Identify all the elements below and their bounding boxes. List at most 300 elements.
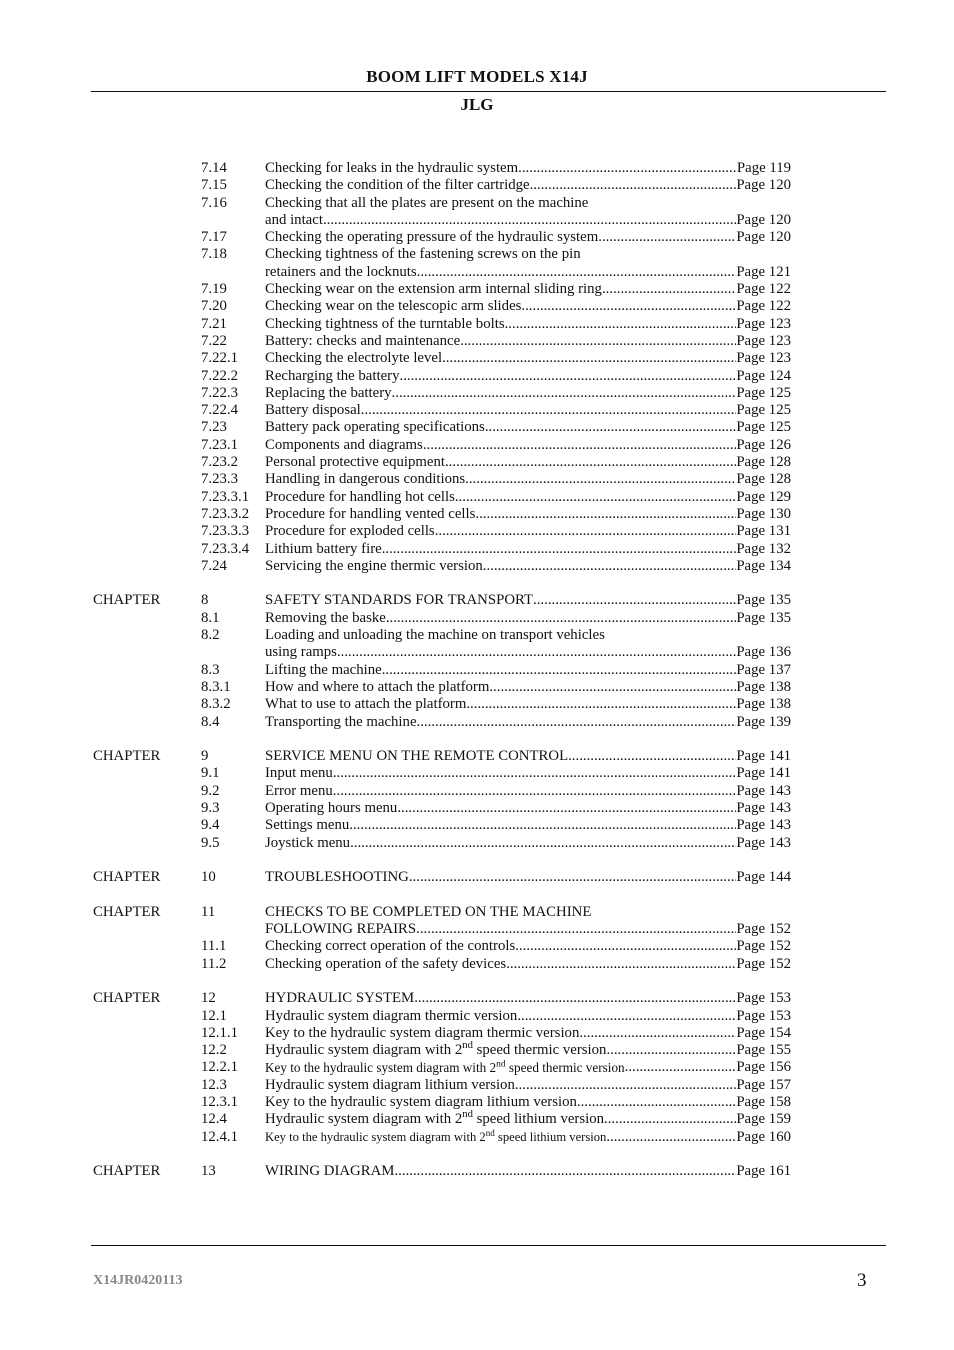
toc-line	[265, 1129, 791, 1146]
toc-line	[265, 938, 791, 955]
section-title: Handling in dangerous conditions	[265, 471, 466, 488]
section-title: Key to the hydraulic system diagram thermic version	[265, 1024, 580, 1041]
section-number: 7.22	[201, 332, 227, 349]
dot-leader	[400, 368, 737, 385]
toc-entry	[0, 229, 954, 246]
toc-entry	[0, 385, 954, 402]
toc-line	[265, 298, 791, 315]
section-number: 8	[201, 592, 209, 609]
page-reference: Page 128	[736, 471, 791, 488]
header-divider	[91, 91, 886, 92]
section-number: 7.23.3	[201, 471, 238, 488]
section-title: Settings menu	[265, 817, 350, 834]
page-reference: Page 144	[736, 869, 791, 886]
section-title: Key to the hydraulic system diagram with 2nd speed lithium version	[265, 1127, 607, 1144]
toc-entry	[0, 1008, 954, 1025]
section-title: HYDRAULIC SYSTEM	[265, 990, 415, 1007]
toc-line	[265, 350, 791, 367]
section-number: 7.22.1	[201, 350, 238, 367]
toc-entry	[0, 246, 954, 263]
section-number: 12.1	[201, 1007, 227, 1024]
section-number: 7.23.3.3	[201, 523, 250, 540]
section-number: 11.1	[201, 938, 227, 955]
chapter-label: CHAPTER	[93, 903, 161, 920]
section-number: 7.21	[201, 315, 227, 332]
toc-entry	[0, 835, 954, 852]
section-number: 7.23.2	[201, 454, 238, 471]
section-number: 7.14	[201, 160, 227, 176]
section-title: Battery: checks and maintenance	[265, 332, 461, 349]
page-reference: Page 122	[736, 281, 791, 298]
toc-line	[265, 1025, 791, 1042]
dot-leader	[382, 541, 737, 558]
toc-entry	[0, 783, 954, 800]
toc-line	[265, 160, 791, 177]
section-title: Checking tightness of the turntable bolts	[265, 315, 505, 332]
toc-line	[265, 489, 791, 506]
dot-leader	[515, 1077, 736, 1094]
section-title: and intact	[265, 211, 323, 228]
section-title: Key to the hydraulic system diagram with 2nd speed thermic version	[265, 1060, 625, 1076]
toc-line	[265, 1042, 791, 1059]
toc-entry	[0, 1042, 954, 1059]
page-number: 3	[857, 1270, 867, 1291]
dot-leader	[518, 160, 737, 177]
section-number: 7.23.3.4	[201, 540, 250, 557]
page-reference: Page 119	[736, 160, 791, 176]
page-reference: Page 125	[736, 384, 791, 401]
toc-line	[265, 316, 791, 333]
page-reference: Page 130	[736, 505, 791, 522]
dot-leader	[483, 558, 737, 575]
section-number: 7.20	[201, 298, 227, 315]
section-title: Transporting the machine	[265, 713, 417, 730]
toc-entry	[0, 610, 954, 627]
section-title: Joystick menu	[265, 834, 351, 851]
toc-entry	[0, 1163, 954, 1180]
page-reference: Page 125	[736, 402, 791, 419]
section-spacer	[0, 731, 954, 748]
dot-leader	[602, 281, 736, 298]
toc-entry	[0, 264, 954, 281]
page-reference: Page 138	[736, 696, 791, 713]
section-number: 9.3	[201, 799, 220, 816]
page-reference: Page 121	[736, 263, 791, 280]
page-reference: Page 143	[736, 817, 791, 834]
section-title: Checking that all the plates are present on the machine	[265, 194, 589, 211]
toc-line	[265, 558, 791, 575]
section-title: CHECKS TO BE COMPLETED ON THE MACHINE	[265, 903, 592, 920]
section-title: SAFETY STANDARDS FOR TRANSPORT	[265, 592, 534, 609]
dot-leader	[604, 1111, 736, 1128]
toc-line	[265, 541, 791, 558]
toc-line	[265, 506, 791, 523]
section-number: 9.5	[201, 834, 220, 851]
toc-entry	[0, 921, 954, 938]
section-number: 7.24	[201, 557, 227, 574]
chapter-label: CHAPTER	[93, 869, 161, 886]
dot-leader	[505, 316, 737, 333]
section-title: Input menu	[265, 765, 333, 782]
toc-entry	[0, 990, 954, 1007]
dot-leader	[445, 454, 736, 471]
toc-line	[265, 956, 791, 973]
dot-leader	[517, 1008, 736, 1025]
section-number: 7.23.1	[201, 436, 238, 453]
page-reference: Page 124	[736, 367, 791, 384]
section-number: 7.16	[201, 194, 227, 211]
dot-leader	[361, 402, 737, 419]
dot-leader	[323, 212, 736, 229]
toc-line	[265, 644, 791, 661]
section-number: 9.2	[201, 782, 220, 799]
section-title: FOLLOWING REPAIRS	[265, 921, 417, 938]
section-number: 12.1.1	[201, 1024, 238, 1041]
dot-leader	[416, 921, 736, 938]
toc-entry	[0, 800, 954, 817]
toc-entry	[0, 523, 954, 540]
toc-line	[265, 696, 791, 713]
section-title: Checking for leaks in the hydraulic system	[265, 160, 519, 176]
chapter-label: CHAPTER	[93, 990, 161, 1007]
dot-leader	[435, 523, 737, 540]
page-reference: Page 120	[736, 211, 791, 228]
section-title: Checking operation of the safety devices	[265, 955, 507, 972]
toc-line	[265, 368, 791, 385]
page-reference: Page 161	[736, 1163, 791, 1180]
section-number: 7.17	[201, 229, 227, 246]
toc-line	[265, 419, 791, 436]
section-number: 12	[201, 990, 216, 1007]
dot-leader	[394, 1163, 736, 1180]
section-title: Recharging the battery	[265, 367, 400, 384]
toc-entry	[0, 419, 954, 436]
toc-entry	[0, 938, 954, 955]
section-number: 8.3	[201, 661, 220, 678]
section-title: Error menu	[265, 782, 333, 799]
brand-name: JLG	[460, 95, 494, 114]
section-title: Hydraulic system diagram with 2nd speed lithium version	[265, 1109, 605, 1128]
section-spacer	[0, 852, 954, 869]
section-number: 9.1	[201, 765, 220, 782]
toc-line	[265, 748, 791, 765]
dot-leader	[606, 1129, 736, 1146]
section-title: Checking wear on the extension arm internal sliding ring	[265, 281, 602, 298]
toc-entry	[0, 541, 954, 558]
dot-leader	[606, 1042, 736, 1059]
section-number: 11	[201, 903, 216, 920]
page-reference: Page 155	[736, 1042, 791, 1059]
page-reference: Page 136	[736, 644, 791, 661]
section-title: Checking the operating pressure of the hydraulic system	[265, 229, 599, 246]
page-reference: Page 153	[736, 990, 791, 1007]
toc-entry	[0, 402, 954, 419]
toc-line	[265, 610, 791, 627]
page-reference: Page 137	[736, 661, 791, 678]
toc-entry	[0, 177, 954, 194]
section-title: SERVICE MENU ON THE REMOTE CONTROL	[265, 748, 569, 765]
section-number: 11.2	[201, 955, 227, 972]
toc-line	[265, 1008, 791, 1025]
dot-leader	[337, 644, 736, 661]
section-title: using ramps	[265, 644, 337, 661]
dot-leader	[506, 956, 736, 973]
toc-entry	[0, 817, 954, 834]
dot-leader	[414, 990, 736, 1007]
page-reference: Page 157	[736, 1076, 791, 1093]
dot-leader	[466, 696, 736, 713]
section-title: retainers and the locknuts	[265, 263, 417, 280]
section-number: 7.23	[201, 419, 227, 436]
toc-entry	[0, 679, 954, 696]
toc-entry	[0, 212, 954, 229]
page-reference: Page 143	[736, 799, 791, 816]
section-number: 9.4	[201, 817, 220, 834]
section-number: 12.3.1	[201, 1094, 238, 1111]
dot-leader	[349, 817, 736, 834]
chapter-label: CHAPTER	[93, 748, 161, 765]
toc-entry	[0, 160, 954, 177]
page-reference: Page 154	[736, 1024, 791, 1041]
page-reference: Page 123	[736, 332, 791, 349]
toc-line	[265, 1111, 791, 1128]
section-number: 7.23.3.2	[201, 505, 250, 522]
toc-line	[265, 333, 791, 350]
section-title: Operating hours menu	[265, 799, 398, 816]
table-of-contents	[0, 160, 954, 1181]
section-number: 8.1	[201, 609, 220, 626]
toc-entry	[0, 956, 954, 973]
page-reference: Page 152	[736, 938, 791, 955]
dot-leader	[521, 298, 736, 315]
toc-entry	[0, 1094, 954, 1111]
page-reference: Page 159	[736, 1111, 791, 1128]
toc-entry	[0, 1111, 954, 1128]
page-reference: Page 128	[736, 454, 791, 471]
toc-entry	[0, 281, 954, 298]
section-spacer	[0, 1146, 954, 1163]
toc-entry	[0, 748, 954, 765]
toc-entry	[0, 1129, 954, 1146]
page-reference: Page 126	[736, 436, 791, 453]
section-title: Lifting the machine	[265, 661, 382, 678]
dot-leader	[579, 1025, 736, 1042]
section-title: Removing the baske	[265, 609, 386, 626]
toc-entry	[0, 195, 954, 212]
toc-entry	[0, 644, 954, 661]
section-title: Checking correct operation of the controls	[265, 938, 516, 955]
section-title: Hydraulic system diagram lithium version	[265, 1076, 515, 1093]
section-number: 12.4	[201, 1111, 227, 1128]
chapter-label: CHAPTER	[93, 592, 161, 609]
section-title: Battery disposal	[265, 402, 361, 419]
dot-leader	[530, 177, 737, 194]
section-title: What to use to attach the platform	[265, 696, 467, 713]
dot-leader	[625, 1059, 737, 1076]
page-reference: Page 120	[736, 229, 791, 246]
dot-leader	[423, 437, 737, 454]
toc-line	[265, 212, 791, 229]
page-reference: Page 125	[736, 419, 791, 436]
page-reference: Page 143	[736, 834, 791, 851]
toc-entry	[0, 696, 954, 713]
section-title: Procedure for handling hot cells	[265, 488, 455, 505]
dot-leader	[465, 471, 736, 488]
dot-leader	[417, 264, 737, 281]
toc-line	[265, 523, 791, 540]
dot-leader	[568, 748, 736, 765]
toc-line	[265, 662, 791, 679]
toc-line	[265, 679, 791, 696]
toc-line	[265, 800, 791, 817]
toc-entry	[0, 1025, 954, 1042]
toc-entry	[0, 471, 954, 488]
toc-line	[265, 437, 791, 454]
dot-leader	[386, 610, 737, 627]
dot-leader	[392, 385, 737, 402]
toc-entry	[0, 765, 954, 782]
page-reference: Page 129	[736, 488, 791, 505]
toc-entry	[0, 592, 954, 609]
section-number: 12.2	[201, 1042, 227, 1059]
toc-entry	[0, 1059, 954, 1076]
section-number: 8.3.2	[201, 696, 231, 713]
section-number: 7.23.3.1	[201, 488, 250, 505]
toc-line	[265, 229, 791, 246]
toc-entry	[0, 558, 954, 575]
section-number: 7.15	[201, 177, 227, 194]
chapter-label: CHAPTER	[93, 1163, 161, 1180]
toc-line	[265, 817, 791, 834]
toc-entry	[0, 316, 954, 333]
page-reference: Page 131	[736, 523, 791, 540]
section-number: 8.4	[201, 713, 220, 730]
dot-leader	[577, 1094, 736, 1111]
dot-leader	[533, 592, 736, 609]
toc-line	[265, 835, 791, 852]
toc-entry	[0, 506, 954, 523]
toc-entry	[0, 662, 954, 679]
page-reference: Page 153	[736, 1007, 791, 1024]
toc-entry	[0, 714, 954, 731]
page-reference: Page 139	[736, 713, 791, 730]
document-title: BOOM LIFT MODELS X14J	[366, 67, 588, 86]
dot-leader	[409, 869, 736, 886]
section-number: 12.2.1	[201, 1059, 238, 1076]
toc-entry	[0, 904, 954, 921]
dot-leader	[515, 938, 736, 955]
page-reference: Page 143	[736, 782, 791, 799]
footer-divider	[91, 1245, 886, 1246]
page-reference: Page 156	[736, 1059, 791, 1076]
toc-entry	[0, 333, 954, 350]
dot-leader	[460, 333, 736, 350]
section-number: 8.3.1	[201, 678, 231, 695]
page-reference: Page 138	[736, 678, 791, 695]
section-title: Checking tightness of the fastening screws on the pin	[265, 246, 581, 263]
toc-entry	[0, 489, 954, 506]
section-spacer	[0, 575, 954, 592]
page-reference: Page 152	[736, 921, 791, 938]
toc-line	[265, 402, 791, 419]
toc-entry	[0, 869, 954, 886]
page-reference: Page 132	[736, 540, 791, 557]
toc-line	[265, 990, 791, 1007]
toc-line	[265, 592, 791, 609]
toc-line	[265, 471, 791, 488]
dot-leader	[485, 419, 737, 436]
section-title: Loading and unloading the machine on transport vehicles	[265, 627, 605, 644]
toc-line	[265, 765, 791, 782]
section-number: 12.4.1	[201, 1128, 238, 1145]
toc-line	[265, 921, 791, 938]
page-reference: Page 134	[736, 557, 791, 574]
toc-entry	[0, 454, 954, 471]
toc-entry	[0, 1077, 954, 1094]
toc-line	[265, 385, 791, 402]
section-title: How and where to attach the platform	[265, 678, 490, 695]
toc-line	[265, 1094, 791, 1111]
section-number: 12.3	[201, 1076, 227, 1093]
toc-entry	[0, 368, 954, 385]
dot-leader	[417, 714, 737, 731]
page-reference: Page 123	[736, 350, 791, 367]
toc-line	[265, 454, 791, 471]
toc-line	[265, 714, 791, 731]
dot-leader	[442, 350, 736, 367]
section-title: Replacing the battery	[265, 384, 392, 401]
section-title: Key to the hydraulic system diagram lithium version	[265, 1094, 577, 1111]
dot-leader	[455, 489, 736, 506]
document-code: X14JR0420113	[93, 1273, 183, 1288]
section-number: 7.22.2	[201, 367, 238, 384]
toc-entry	[0, 298, 954, 315]
section-title: Checking the electrolyte level	[265, 350, 443, 367]
section-title: Battery pack operating specifications	[265, 419, 485, 436]
dot-leader	[598, 229, 736, 246]
page-reference: Page 152	[736, 955, 791, 972]
section-number: 7.22.4	[201, 402, 238, 419]
section-title: Hydraulic system diagram thermic version	[265, 1007, 518, 1024]
section-spacer	[0, 886, 954, 903]
page-reference: Page 141	[736, 765, 791, 782]
toc-entry	[0, 437, 954, 454]
toc-line	[265, 869, 791, 886]
section-title: WIRING DIAGRAM	[265, 1163, 395, 1180]
dot-leader	[382, 662, 737, 679]
toc-line	[265, 177, 791, 194]
page-reference: Page 158	[736, 1094, 791, 1111]
section-number: 9	[201, 748, 209, 765]
toc-line	[265, 1163, 791, 1180]
page-reference: Page 122	[736, 298, 791, 315]
toc-entry	[0, 627, 954, 644]
section-number: 7.19	[201, 281, 227, 298]
section-title: Hydraulic system diagram with 2nd speed thermic version	[265, 1040, 607, 1059]
section-title: Personal protective equipment	[265, 454, 445, 471]
section-title: Procedure for handling vented cells	[265, 505, 476, 522]
section-title: Procedure for exploded cells	[265, 523, 435, 540]
page-reference: Page 135	[736, 592, 791, 609]
toc-line	[265, 783, 791, 800]
toc-line	[265, 1059, 791, 1076]
section-number: 7.18	[201, 246, 227, 263]
page-reference: Page 135	[736, 609, 791, 626]
section-title: Servicing the engine thermic version	[265, 557, 483, 574]
section-number: 8.2	[201, 627, 220, 644]
toc-line	[265, 1077, 791, 1094]
dot-leader	[333, 765, 737, 782]
